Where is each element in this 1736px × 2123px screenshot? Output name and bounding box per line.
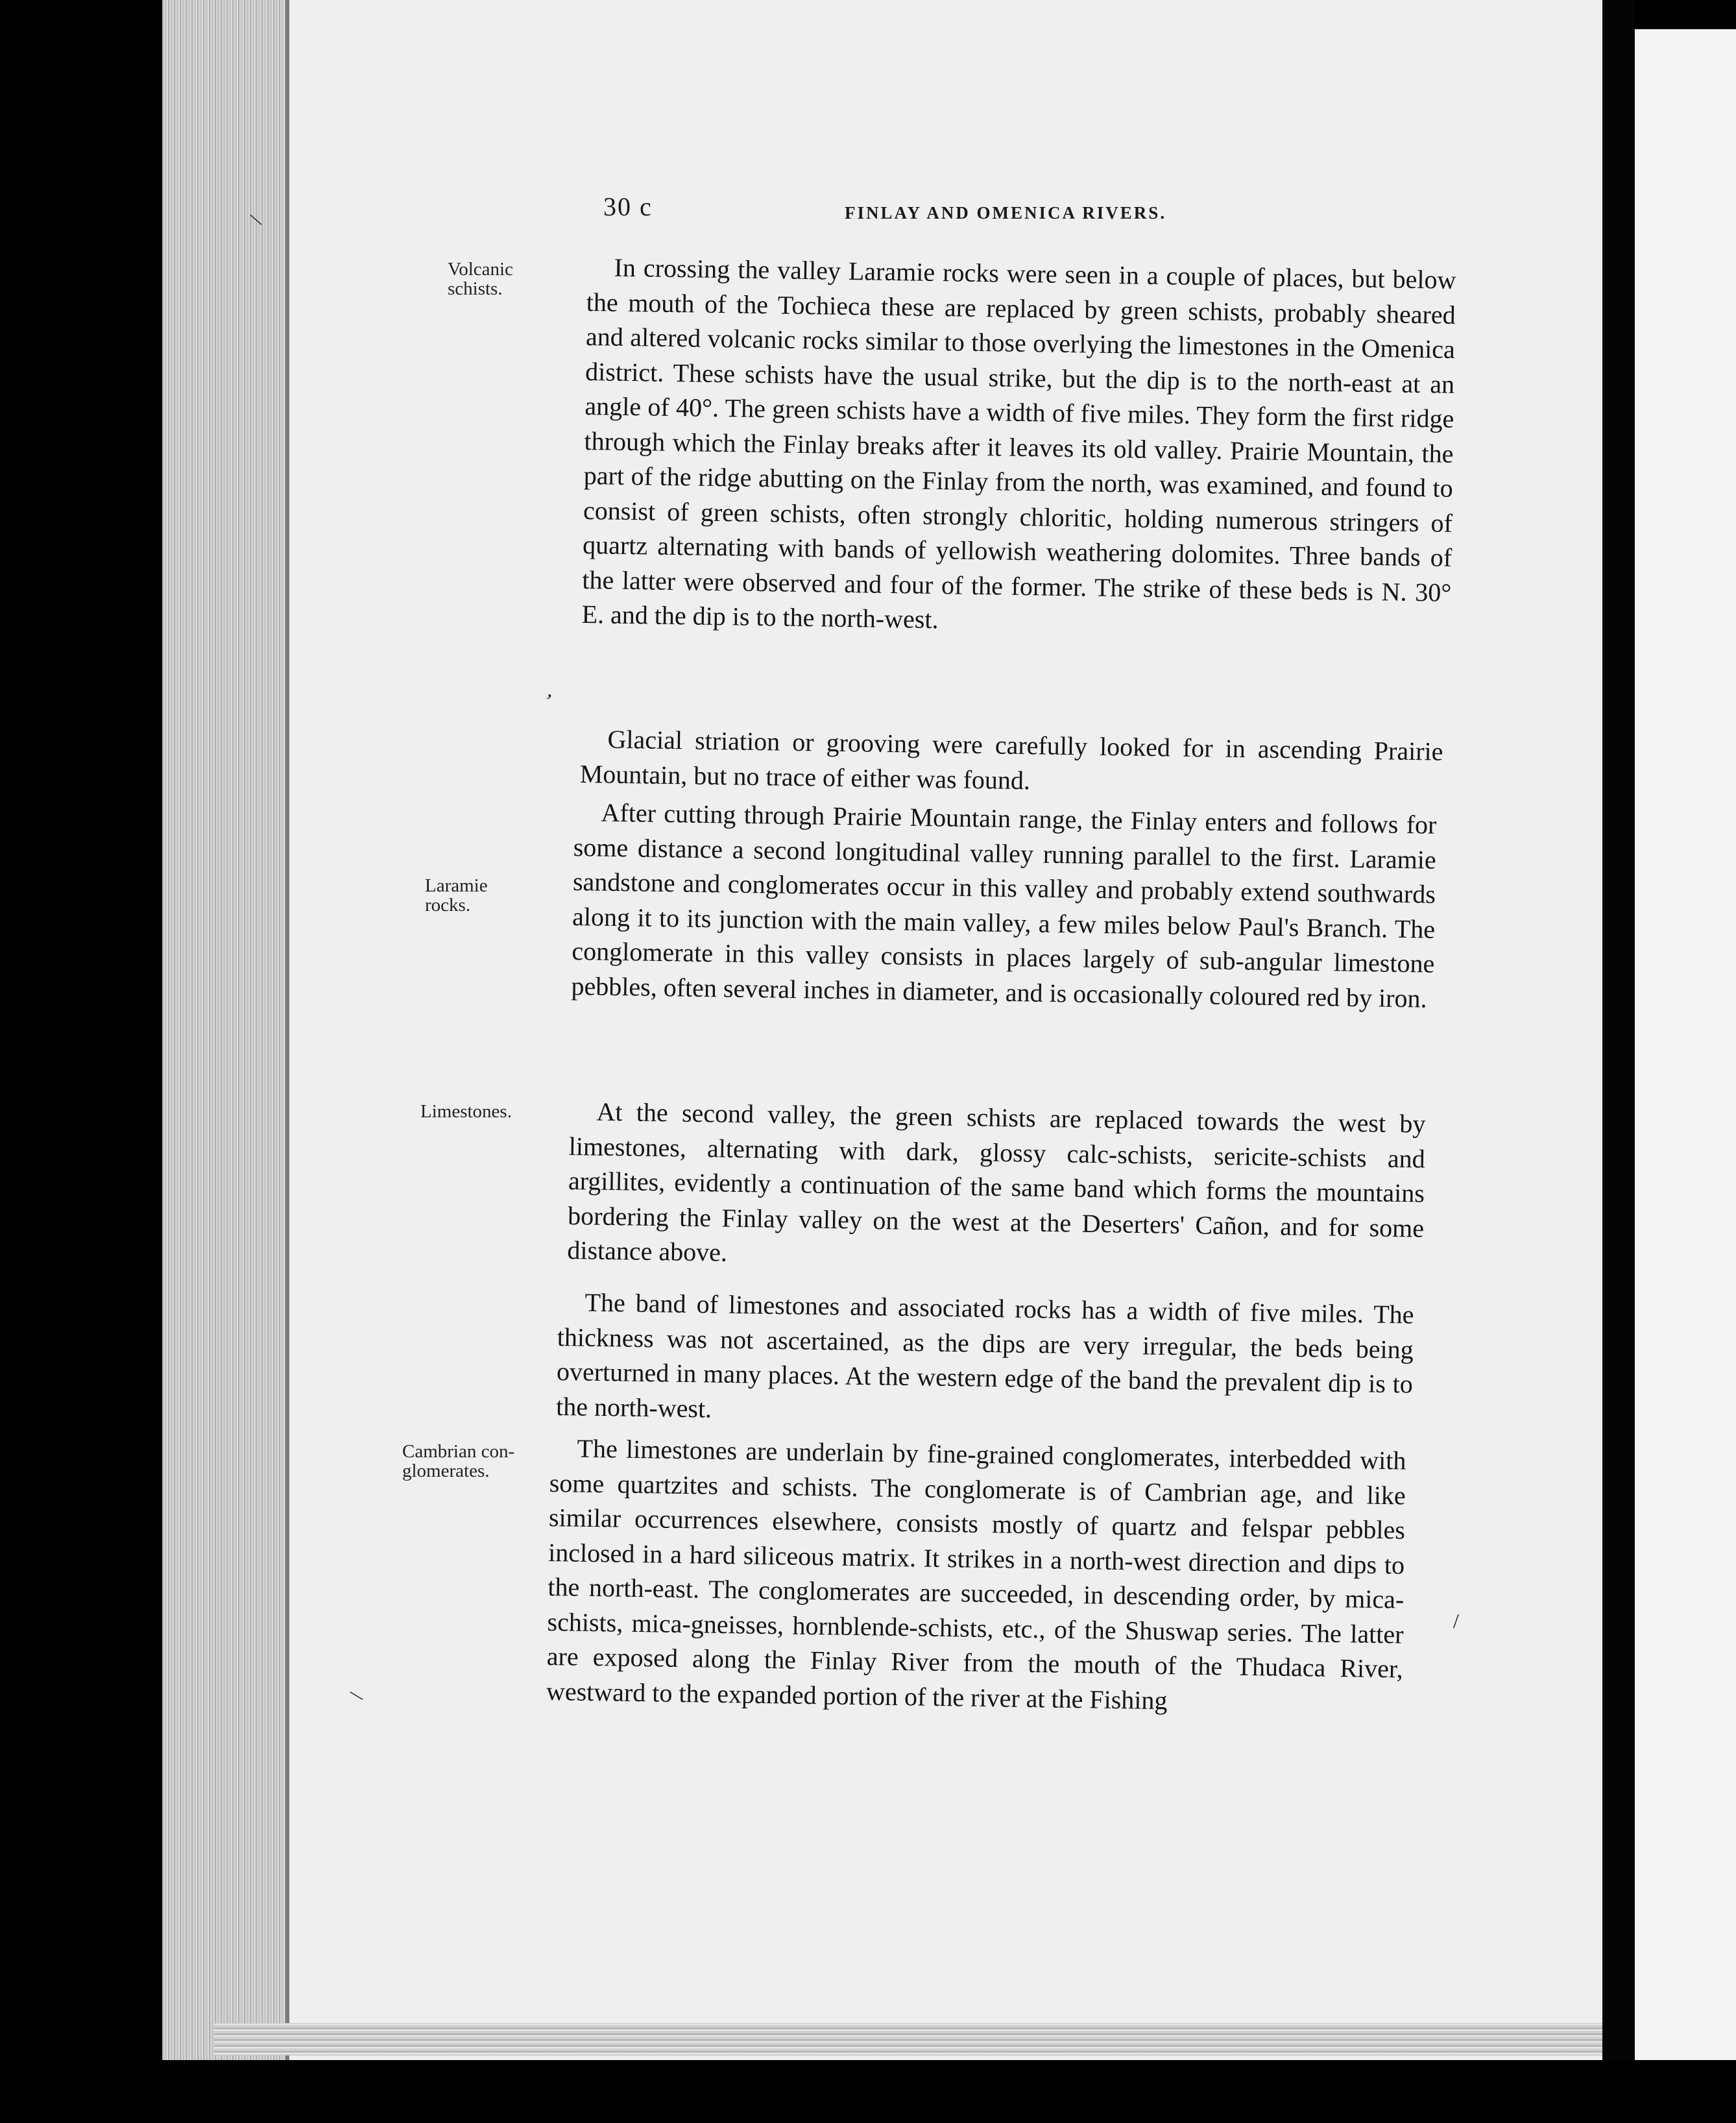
page-number: 30 c	[603, 192, 653, 221]
paragraph-volcanic-schists: In crossing the valley Laramie rocks were seen in a couple of places, but below the mouth of the Tochieca these are replaced by green schists, probably sheared and altered volcanic rocks similar to those overlying the limestones in the Omenica district. These schists have the usual strike, but the dip is to the north-east at an angle of 40°. The green schists have a width of five miles. They form the first ridge through which the Finlay breaks after it leaves its old valley. Prairie Mountain, the part of the ridge abutting on the Finlay from the north, was examined, and found to consist of green schists, often strongly chloritic, holding numerous stringers of quartz alternating with bands of yellowish weathering dolomites. Three bands of the latter were observed and four of the former. The strike of these beds is N. 30° E. and the dip is to the north-west.	[581, 252, 1456, 635]
page-header	[603, 191, 1473, 230]
paragraph-limestone-band: The band of limestones and associated rocks has a width of five miles. The thickness was not ascertained, as the dips are very irregular, the beds being overturned in many places. At the western edge of the band the prevalent dip is to the north-west.	[555, 1287, 1414, 1424]
paragraph-cambrian-conglomerates: The limestones are underlain by fine-grained conglomerates, interbedded with some quartzites and schists. The conglomerate is of Cambrian age, and like similar occurrences elsewhere, consists mostly of quartz and felspar pebbles inclosed in a hard siliceous matrix. It strikes in a north-west direction and dips to the north-east. The conglomerates are succeeded, in descending order, by mica-schists, mica-gneisses, hornblende-schists, etc., of the Shuswap series. The latter are exposed along the Finlay River from the mouth of the Thudaca River, westward to the expanded portion of the river at the Fishing	[546, 1433, 1406, 1715]
sidenote-limestones: Limestones.	[420, 1101, 512, 1122]
scan-mark: \	[247, 208, 265, 231]
facing-page-edge	[1635, 29, 1736, 2060]
page-bottom-edge	[214, 2023, 1606, 2056]
paragraph-limestones: At the second valley, the green schists are replaced towards the west by limestones, alternating with dark, glossy calc-schists, sericite-schists and argillites, evidently a continuation of the same band which forms the mountains bordering the Finlay valley on the west at the Deserters' Cañon, and for some distance above.	[567, 1097, 1426, 1267]
sidenote-laramie-rocks: Laramie rocks.	[425, 875, 488, 916]
paragraph-glacial-striation: Glacial striation or grooving were carefully looked for in ascending Prairie Mountain, but no trace of either was found.	[579, 724, 1443, 795]
sidenote-volcanic-schists: Volcanic schists.	[448, 259, 513, 299]
scan-mark: /	[1453, 1609, 1459, 1632]
paragraph-laramie-rocks: After cutting through Prairie Mountain range, the Finlay enters and follows for some distance a second longitudinal valley running parallel to the first. Laramie sandstone and conglomerates occur in this valley and probably extend southwards along it to its junction with the main valley, a few miles below Paul's Branch. The conglomerate in this valley consists in places largely of sub-angular limestone pebbles, often several inches in diameter, and is occasionally coloured red by iron.	[571, 797, 1437, 1013]
scan-mark: ‚	[544, 677, 559, 702]
book-gutter	[1602, 0, 1635, 2060]
page-stack-edges	[162, 0, 305, 2060]
running-title: FINLAY AND OMENICA RIVERS.	[845, 203, 1167, 223]
scan-mark: \	[346, 1684, 367, 1706]
sidenote-cambrian-conglomerates: Cambrian con-glomerates.	[402, 1441, 515, 1481]
